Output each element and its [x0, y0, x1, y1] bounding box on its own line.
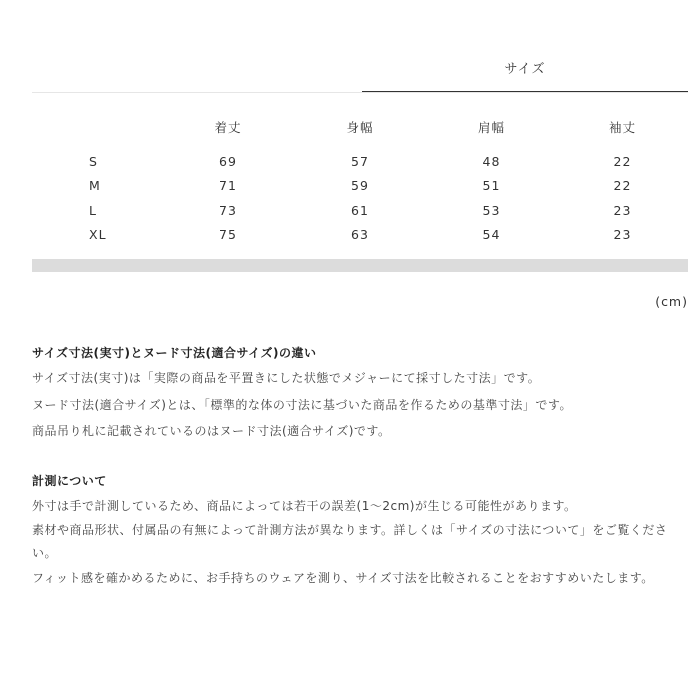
paragraph-line: 外寸は手で計測しているため、商品によっては若干の誤差(1〜2cm)が生じる可能性があります。	[32, 499, 577, 513]
table-cell: 75	[219, 227, 237, 243]
table-cell: 71	[219, 178, 237, 194]
size-label: XL	[89, 227, 107, 243]
table-cell: 53	[482, 202, 501, 218]
table-cell: 23	[613, 202, 632, 218]
size-label: L	[89, 202, 97, 218]
table-cell: 57	[351, 153, 369, 169]
table-row	[32, 174, 688, 199]
table-cell: 22	[613, 153, 632, 169]
paragraph-text: フィット感を確かめるために、お手持ちのウェアを測り、サイズ寸法を比較されることをおすすめいたします。	[32, 571, 654, 585]
paragraph-line: 商品吊り札に記載されているのはヌード寸法(適合サイズ)です。	[32, 424, 391, 438]
section-heading-size-difference: サイズ寸法(実寸)とヌード寸法(適合サイズ)の違い	[32, 346, 317, 360]
paragraph-text: 素材や商品形状、付属品の有無によって計測方法が異なります。詳しくは「サイズの寸法について」をご覧ください。	[32, 523, 668, 560]
table-cell: 59	[351, 178, 369, 194]
size-table	[32, 112, 688, 247]
size-label: S	[89, 153, 98, 169]
table-cell: 54	[482, 227, 501, 243]
table-cell: 69	[219, 153, 237, 169]
table-cell: 63	[351, 227, 369, 243]
size-label: M	[89, 178, 101, 194]
table-row	[32, 198, 688, 223]
table-row	[32, 223, 688, 248]
header-size	[32, 112, 162, 142]
header-shoulder: 肩幅	[477, 120, 505, 135]
header-width: 身幅	[346, 120, 374, 135]
unit-label: (cm)	[655, 294, 688, 309]
table-cell: 61	[351, 202, 369, 218]
header-sleeve: 袖丈	[608, 120, 636, 135]
table-cell: 51	[482, 178, 501, 194]
paragraph-line: ヌード寸法(適合サイズ)とは、「標準的な体の寸法に基づいた商品を作るための基準寸法」です。	[32, 398, 572, 412]
horizontal-scrollbar[interactable]	[32, 259, 688, 272]
table-cell: 22	[613, 178, 632, 194]
tab-size[interactable]: サイズ	[504, 62, 546, 77]
tab-divider	[32, 92, 688, 93]
table-row	[32, 149, 688, 174]
paragraph-line: サイズ寸法(実寸)は「実際の商品を平置きにした状態でメジャーにて採寸した寸法」です。	[32, 371, 541, 385]
table-header-row	[32, 112, 688, 142]
header-length: 着丈	[214, 120, 242, 135]
table-cell: 23	[613, 227, 632, 243]
section-heading-measurement: 計測について	[32, 474, 107, 488]
table-cell: 73	[219, 202, 237, 218]
table-cell: 48	[482, 153, 501, 169]
